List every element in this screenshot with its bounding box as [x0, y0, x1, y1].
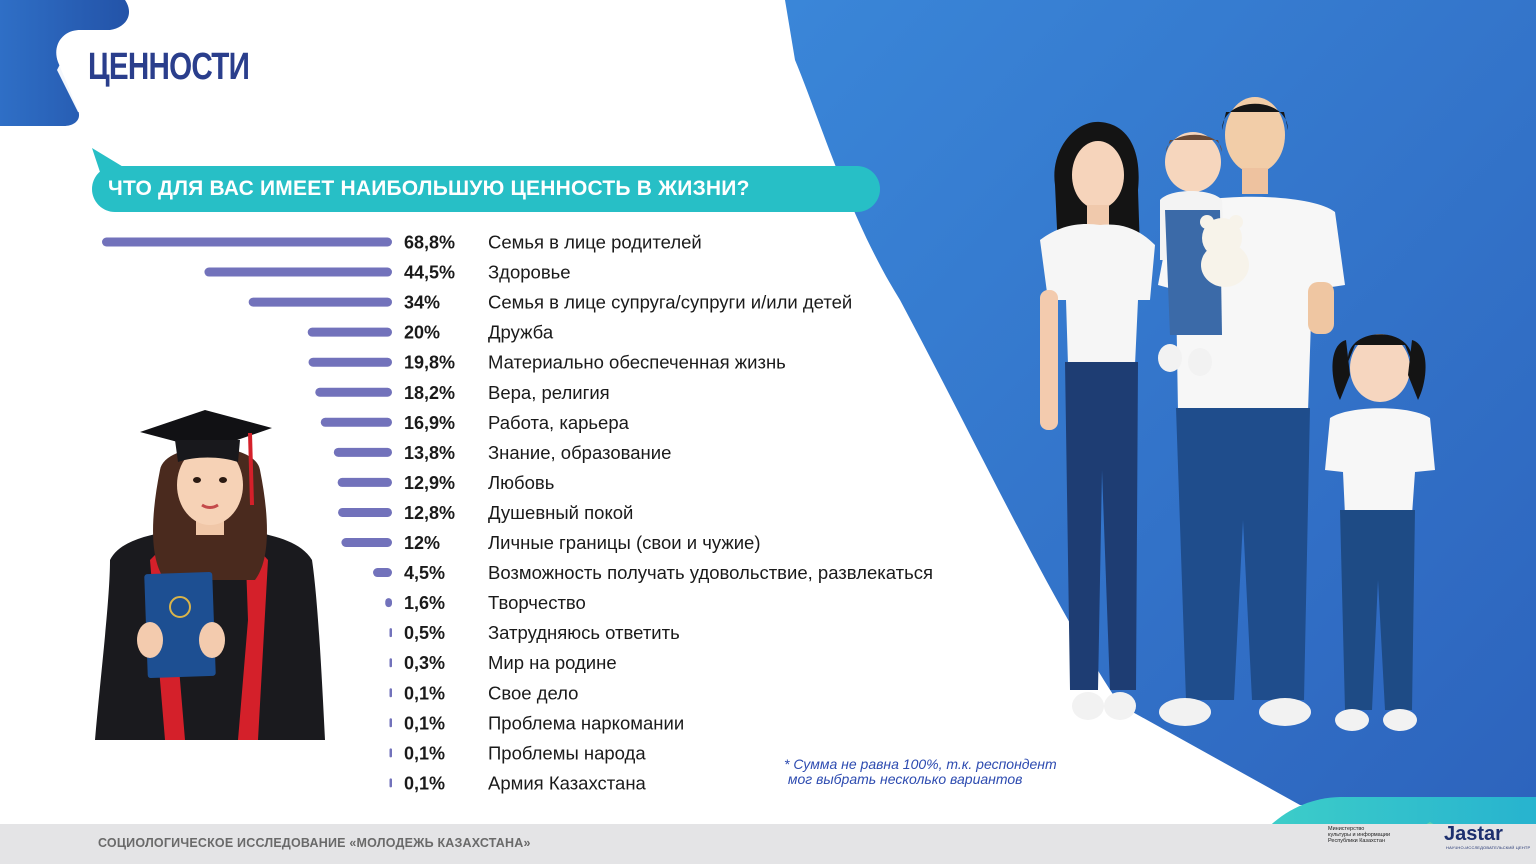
- bar-16: [390, 718, 393, 727]
- value-label-3: 20%: [404, 322, 441, 343]
- category-label-9: Душевный покой: [488, 501, 634, 523]
- bar-1: [204, 268, 392, 277]
- category-label-7: Знание, образование: [488, 441, 672, 463]
- bar-12: [385, 598, 392, 607]
- question-text: ЧТО ДЛЯ ВАС ИМЕЕТ НАИБОЛЬШУЮ ЦЕННОСТЬ В ЖИЗНИ?: [108, 177, 750, 200]
- page-title: ЦЕННОСТИ: [88, 46, 250, 88]
- footnote: * Сумма не равна 100%, т.к. респондент мог выбрать несколько вариантов: [784, 756, 1057, 787]
- value-label-10: 12%: [404, 533, 441, 553]
- value-label-11: 4,5%: [404, 563, 446, 584]
- value-label-14: 0,3%: [404, 653, 446, 674]
- jastar-logo-subtitle: НАУЧНО-ИССЛЕДОВАТЕЛЬСКИЙ ЦЕНТР: [1446, 845, 1531, 850]
- bar-0: [102, 238, 392, 247]
- bar-9: [338, 508, 392, 517]
- footer-survey-title: СОЦИОЛОГИЧЕСКОЕ ИССЛЕДОВАНИЕ «МОЛОДЕЖЬ КАЗАХСТАНА»: [98, 836, 531, 850]
- value-label-2: 34%: [404, 292, 441, 313]
- category-label-8: Любовь: [488, 471, 555, 493]
- bar-13: [390, 628, 393, 637]
- bar-7: [334, 448, 392, 457]
- bar-6: [321, 418, 392, 427]
- bar-18: [390, 778, 393, 787]
- bar-14: [390, 658, 393, 667]
- value-label-15: 0,1%: [404, 683, 446, 704]
- bar-15: [390, 688, 393, 697]
- value-label-18: 0,1%: [404, 773, 446, 794]
- category-label-4: Материально обеспеченная жизнь: [488, 351, 786, 373]
- bar-2: [249, 298, 392, 307]
- value-label-6: 16,9%: [404, 412, 456, 433]
- value-label-12: 1,6%: [404, 593, 446, 614]
- value-label-1: 44,5%: [404, 262, 456, 283]
- category-label-12: Творчество: [488, 592, 586, 614]
- value-label-7: 13,8%: [404, 442, 456, 463]
- value-label-17: 0,1%: [404, 743, 446, 764]
- value-label-9: 12,8%: [404, 502, 456, 523]
- category-label-14: Мир на родине: [488, 652, 617, 674]
- value-label-0: 68,8%: [404, 232, 456, 253]
- bar-4: [309, 358, 392, 367]
- category-label-13: Затрудняюсь ответить: [488, 622, 680, 644]
- category-label-18: Армия Казахстана: [488, 772, 646, 794]
- value-label-4: 19,8%: [404, 352, 456, 373]
- bar-11: [373, 568, 392, 577]
- category-label-15: Свое дело: [488, 682, 579, 704]
- category-label-10: Личные границы (свои и чужие): [488, 532, 761, 553]
- category-label-6: Работа, карьера: [488, 411, 629, 433]
- bar-3: [308, 328, 392, 337]
- bar-5: [315, 388, 392, 397]
- category-label-0: Семья в лице родителей: [488, 231, 702, 253]
- category-label-3: Дружба: [488, 321, 554, 343]
- value-label-8: 12,9%: [404, 472, 456, 493]
- category-label-5: Вера, религия: [488, 381, 610, 403]
- bar-17: [390, 748, 393, 757]
- category-label-17: Проблемы народа: [488, 742, 646, 764]
- ministry-name: Министерство культуры и информации Республики Казахстан: [1328, 826, 1391, 844]
- category-label-1: Здоровье: [488, 261, 571, 283]
- category-label-11: Возможность получать удовольствие, развлекаться: [488, 562, 934, 584]
- value-label-5: 18,2%: [404, 382, 456, 403]
- jastar-logo-text: Jastar: [1444, 823, 1503, 845]
- bar-8: [338, 478, 392, 487]
- value-label-16: 0,1%: [404, 713, 446, 734]
- category-label-2: Семья в лице супруга/супруги и/или детей: [488, 291, 853, 313]
- bar-10: [341, 538, 392, 547]
- category-label-16: Проблема наркомании: [488, 712, 685, 734]
- value-label-13: 0,5%: [404, 623, 446, 644]
